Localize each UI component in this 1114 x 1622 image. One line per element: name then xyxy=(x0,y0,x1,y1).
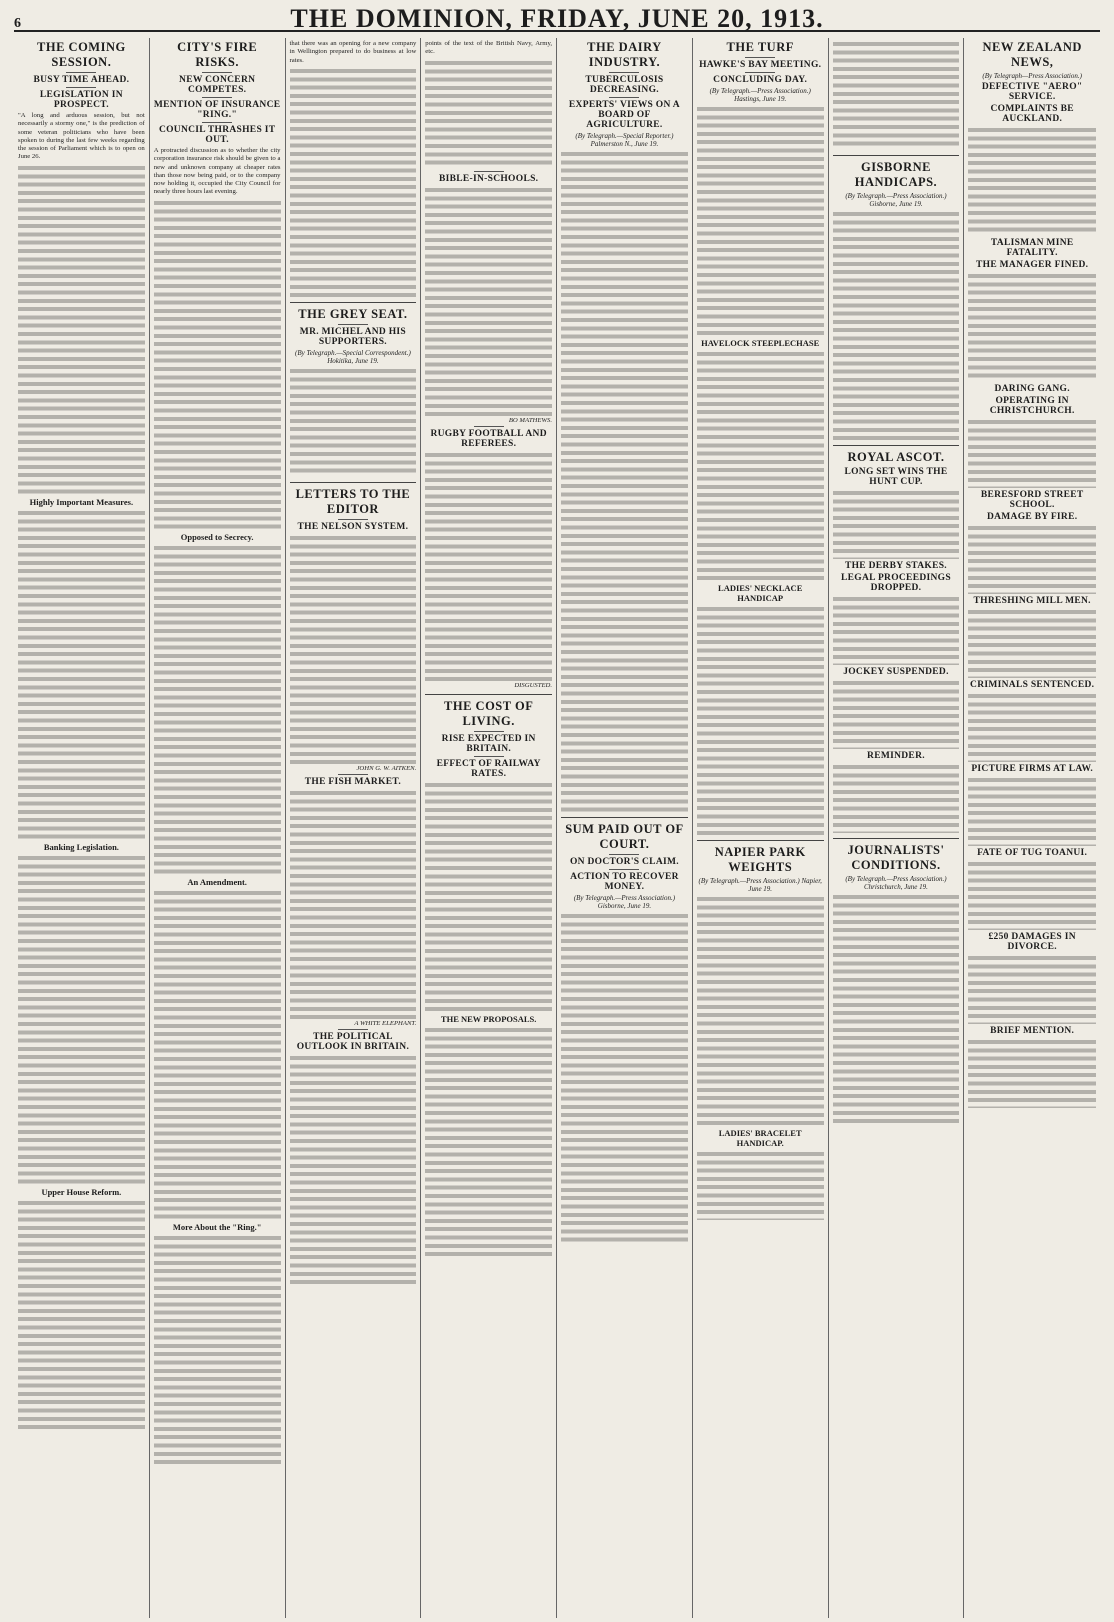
article-headline: NEW ZEALAND NEWS, xyxy=(982,40,1082,69)
article-headline: NAPIER PARK WEIGHTS xyxy=(714,845,806,874)
column-5 xyxy=(557,38,693,1618)
article-headline: THE COMING SESSION. xyxy=(37,40,126,69)
article-body xyxy=(968,954,1096,1024)
article-body xyxy=(833,489,960,559)
article-body xyxy=(561,150,688,480)
byline: (By Telegraph.—Special Reporter.) Palmerston N., June 19. xyxy=(575,132,674,148)
letter-body xyxy=(290,1054,417,1284)
section-subhead: Opposed to Secrecy. xyxy=(180,531,254,542)
page-number: 6 xyxy=(14,16,21,31)
column-7 xyxy=(829,38,965,1618)
article-body xyxy=(968,692,1096,762)
article-subhead: THRESHING MILL MEN. xyxy=(973,596,1091,606)
section-headline: LETTERS TO THE EDITOR xyxy=(295,486,411,516)
article-headline: THE TURF xyxy=(726,40,794,54)
article-subhead: DEFECTIVE "AERO" SERVICE. xyxy=(981,82,1083,102)
article-subhead: MENTION OF INSURANCE "RING." xyxy=(153,100,281,120)
section-subhead: An Amendment. xyxy=(187,876,247,887)
byline: (By Telegraph.—Press Association.) Gisborne, June 19. xyxy=(573,894,676,910)
article-body xyxy=(154,199,281,529)
article-body xyxy=(833,763,960,833)
article-text: A protracted discussion as to whether the city corporation insurance risk should be given to a new and unknown company at cheaper rates than those now being paid, or to the company now holding it, occupied the City Council for nearly three hours last evening. xyxy=(153,147,281,196)
section-subhead: THE NEW PROPOSALS. xyxy=(440,1013,537,1024)
article-body xyxy=(968,860,1096,930)
article-headline: CITY'S FIRE RISKS. xyxy=(177,40,258,69)
article-body xyxy=(968,1038,1096,1108)
column-8 xyxy=(964,38,1100,1618)
race-name: HAVELOCK STEEPLECHASE xyxy=(701,338,820,348)
article-body xyxy=(968,524,1096,594)
article-subhead: DARING GANG. xyxy=(994,384,1070,394)
article-subhead: CONCLUDING DAY. xyxy=(713,75,808,85)
article-subhead: THE DERBY STAKES. xyxy=(844,561,947,571)
byline: (By Telegraph.—Press Association.) Hastings, June 19. xyxy=(709,87,811,103)
article-subhead: BUSY TIME AHEAD. xyxy=(33,75,130,85)
article-body xyxy=(561,912,688,1242)
section-subhead: Upper House Reform. xyxy=(41,1186,122,1197)
column-4 xyxy=(421,38,557,1618)
article-subhead: NEW CONCERN COMPETES. xyxy=(179,75,256,95)
letter-signature: JOHN G. W. AITKEN. xyxy=(356,764,417,772)
letter-body xyxy=(425,186,552,416)
race-name: LADIES' NECKLACE HANDICAP xyxy=(718,583,803,603)
article-subhead: BERESFORD STREET SCHOOL. xyxy=(980,490,1084,510)
race-results xyxy=(697,105,824,335)
article-subhead: RISE EXPECTED IN BRITAIN. xyxy=(441,733,536,754)
article-text: points of the text of the British Navy, Army, etc. xyxy=(425,40,553,56)
weights-list xyxy=(697,1150,824,1220)
article-body xyxy=(968,608,1096,678)
article-body xyxy=(425,59,552,169)
byline: (By Telegraph.—Special Correspondent.) Hokitika, June 19. xyxy=(295,348,411,365)
column-1 xyxy=(14,38,150,1618)
article-subhead: TALISMAN MINE FATALITY. xyxy=(990,238,1074,258)
letter-title: THE FISH MARKET. xyxy=(304,776,402,787)
letter-signature: BO MATHEWS. xyxy=(508,416,553,424)
handicap-list xyxy=(833,210,960,440)
article-subhead: THE MANAGER FINED. xyxy=(976,260,1089,270)
article-body xyxy=(833,893,960,1123)
section-subhead: Banking Legislation. xyxy=(43,841,119,852)
race-results xyxy=(833,40,960,150)
article-subhead: ACTION TO RECOVER MONEY. xyxy=(570,872,679,892)
article-body xyxy=(561,482,688,812)
weights-list xyxy=(697,895,824,1125)
article-subhead: OPERATING IN CHRISTCHURCH. xyxy=(989,396,1075,416)
letter-body xyxy=(290,534,417,764)
article-body xyxy=(18,164,145,494)
article-body xyxy=(154,889,281,1219)
article-subhead: MR. MICHEL AND HIS SUPPORTERS. xyxy=(299,326,407,347)
letter-signature: A WHITE ELEPHANT. xyxy=(354,1019,417,1027)
article-body xyxy=(968,418,1096,488)
article-subhead: £250 DAMAGES IN DIVORCE. xyxy=(988,932,1076,952)
column-3 xyxy=(286,38,422,1618)
article-text: "A long and arduous session, but not necessarily a stormy one," is the prediction of some veteran politicians who have been spoken to during the last few weeks regarding the session of Parliament which is to open on June 26. xyxy=(18,112,145,161)
section-subhead: Highly Important Measures. xyxy=(29,496,134,507)
letter-title: RUGBY FOOTBALL AND REFEREES. xyxy=(430,428,547,449)
race-results xyxy=(697,605,824,835)
article-subhead: HAWKE'S BAY MEETING. xyxy=(699,60,822,70)
article-subhead: DAMAGE BY FIRE. xyxy=(986,512,1078,522)
section-subhead: More About the "Ring." xyxy=(172,1221,262,1232)
article-subhead: TUBERCULOSIS DECREASING. xyxy=(585,75,664,95)
article-subhead: LEGISLATION IN PROSPECT. xyxy=(39,90,123,110)
race-results xyxy=(697,350,824,580)
article-body xyxy=(833,595,960,665)
article-body xyxy=(154,544,281,874)
article-headline: JOURNALISTS' CONDITIONS. xyxy=(847,843,945,872)
columns xyxy=(14,38,1100,1618)
article-subhead: LEGAL PROCEEDINGS DROPPED. xyxy=(841,573,951,593)
article-headline: THE COST OF LIVING. xyxy=(444,698,534,728)
article-body xyxy=(18,509,145,839)
column-2 xyxy=(150,38,286,1618)
article-body xyxy=(968,272,1096,382)
article-headline: THE GREY SEAT. xyxy=(298,306,408,321)
article-subhead: COUNCIL THRASHES IT OUT. xyxy=(158,125,276,145)
byline: (By Telegraph—Press Association.) xyxy=(982,72,1082,80)
byline: (By Telegraph.—Press Association.) Gisborne, June 19. xyxy=(845,192,947,208)
article-headline: GISBORNE HANDICAPS. xyxy=(854,160,938,189)
article-body xyxy=(154,1234,281,1464)
masthead xyxy=(14,4,1100,32)
letter-title: THE NELSON SYSTEM. xyxy=(297,521,409,532)
article-headline: ROYAL ASCOT. xyxy=(847,450,945,464)
letter-signature: DISGUSTED. xyxy=(514,681,553,689)
column-6 xyxy=(693,38,829,1618)
article-body xyxy=(425,1026,552,1256)
article-headline: SUM PAID OUT OF COURT. xyxy=(565,822,684,851)
article-body xyxy=(290,367,417,477)
article-text: that there was an opening for a new company in Wellington prepared to do business at low rates. xyxy=(289,40,417,64)
article-headline: THE DAIRY INDUSTRY. xyxy=(587,40,662,69)
article-subhead: LONG SET WINS THE HUNT CUP. xyxy=(844,467,948,487)
article-subhead: JOCKEY SUSPENDED. xyxy=(843,667,949,677)
letter-body xyxy=(290,789,417,1019)
article-subhead: CRIMINALS SENTENCED. xyxy=(970,680,1095,690)
letter-title: THE POLITICAL OUTLOOK IN BRITAIN. xyxy=(296,1031,410,1052)
article-body xyxy=(18,854,145,1184)
article-body xyxy=(18,1199,145,1429)
article-subhead: EFFECT OF RAILWAY RATES. xyxy=(436,758,541,779)
letter-title: BIBLE-IN-SCHOOLS. xyxy=(439,173,539,184)
article-subhead: EXPERTS' VIEWS ON A BOARD OF AGRICULTURE. xyxy=(568,100,680,130)
article-body xyxy=(425,781,552,1011)
article-subhead: FATE OF TUG TOANUI. xyxy=(977,848,1088,858)
article-body xyxy=(290,67,417,297)
byline: (By Telegraph.—Press Association.) Christchurch, June 19. xyxy=(845,875,947,891)
race-name: LADIES' BRACELET HANDICAP. xyxy=(718,1128,802,1148)
article-body xyxy=(968,776,1096,846)
masthead-title: THE DOMINION, FRIDAY, JUNE 20, 1913. xyxy=(290,4,824,33)
article-body xyxy=(968,126,1096,236)
letter-body xyxy=(425,451,552,681)
article-subhead: ON DOCTOR'S CLAIM. xyxy=(569,857,679,867)
article-subhead: PICTURE FIRMS AT LAW. xyxy=(971,764,1094,774)
article-subhead: BRIEF MENTION. xyxy=(990,1026,1075,1036)
article-subhead: REMINDER. xyxy=(867,751,925,761)
article-body xyxy=(833,679,960,749)
byline: (By Telegraph.—Press Association.) Napier, June 19. xyxy=(698,877,822,893)
article-subhead: COMPLAINTS BE AUCKLAND. xyxy=(990,104,1074,124)
